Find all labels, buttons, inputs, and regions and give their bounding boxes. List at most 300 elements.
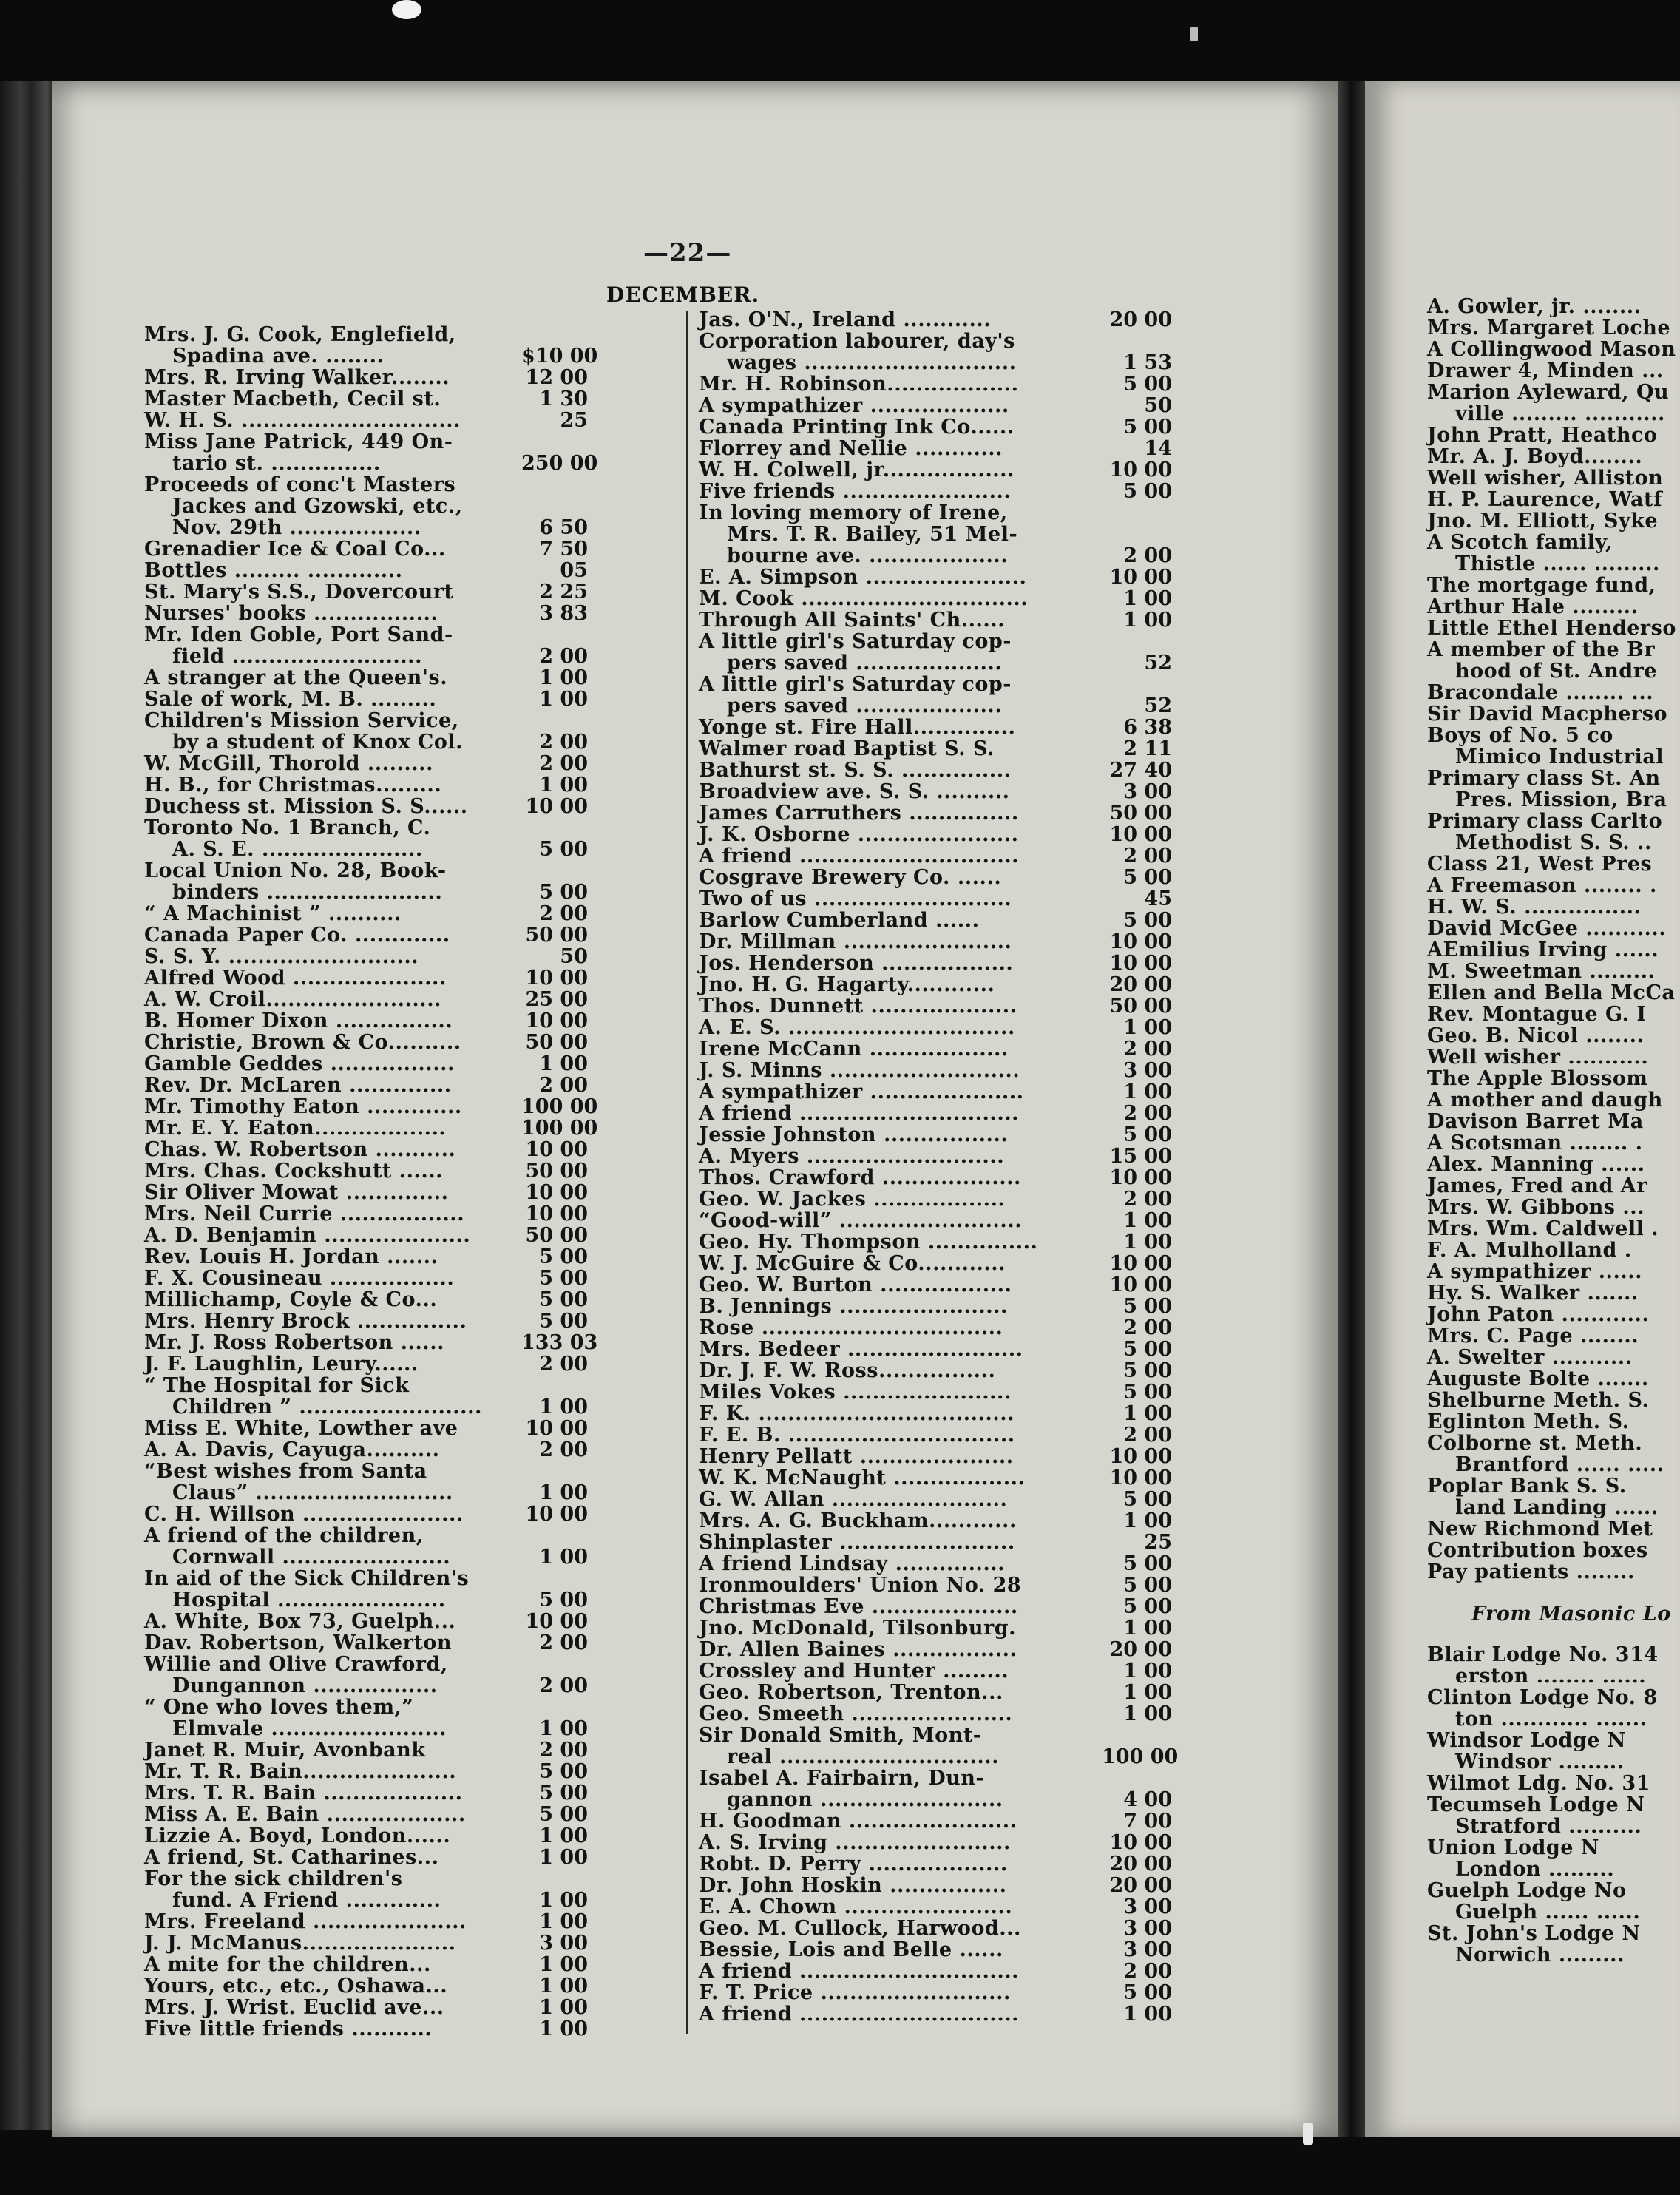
donation-entry (699, 373, 1172, 395)
donor-name: Barlow Cumberland ...... (699, 909, 980, 932)
donation-entry (1427, 875, 1680, 896)
donation-entry (1427, 1068, 1680, 1089)
donor-name: W. H. S. .............................. (144, 409, 461, 432)
donor-name: M. Cook ............................... (699, 587, 1029, 610)
donation-entry (1427, 489, 1680, 510)
donation-entry (144, 1697, 588, 1718)
donation-entry (1427, 1025, 1680, 1046)
donor-name: A. S. E. ...................... (172, 838, 423, 861)
donor-name: W. McGill, Thorold ......... (144, 752, 433, 775)
donor-name: Mrs. Margaret Loche (1427, 317, 1671, 339)
donation-amount: 2 00 (539, 1674, 588, 1697)
donor-name: Proceeds of conc't Masters (144, 473, 456, 496)
donor-name: Gamble Geddes ................. (144, 1052, 455, 1075)
donation-entry (1427, 532, 1680, 553)
donor-name: Geo. W. Burton .................. (699, 1274, 1012, 1296)
donation-entry (144, 1117, 598, 1140)
donor-name: Broadview ave. S. S. .......... (699, 780, 1010, 803)
donation-entry (699, 1403, 1172, 1424)
donor-name: Rev. Montague G. I (1427, 1003, 1647, 1026)
donation-amount: 1 00 (539, 1996, 588, 2019)
donation-amount: 25 (560, 409, 588, 432)
donation-amount: 1 00 (539, 1396, 588, 1418)
donor-name: A friend, St. Catharines... (144, 1846, 439, 1869)
donation-entry (144, 1310, 588, 1332)
donor-name: Chas. W. Robertson ........... (144, 1138, 456, 1161)
donor-name: Mr. A. J. Boyd........ (1427, 445, 1643, 468)
donation-amount: 20 00 (1109, 308, 1172, 331)
donation-entry (1427, 1325, 1680, 1347)
donor-name: Mrs. J. G. Cook, Englefield, (144, 323, 456, 346)
donation-amount: 10 00 (525, 1417, 588, 1440)
donor-name: For the sick children's (144, 1867, 403, 1890)
donation-amount: 5 00 (1123, 1574, 1172, 1597)
donation-entry (1427, 1261, 1680, 1282)
donor-name: James Carruthers ............... (699, 802, 1019, 825)
donor-name: Miss E. White, Lowther ave (144, 1417, 458, 1440)
donor-name: Mr. E. Y. Eaton.................. (144, 1117, 447, 1140)
donation-amount: 5 00 (1123, 866, 1172, 889)
donor-name: Mrs. Wm. Caldwell . (1427, 1217, 1659, 1240)
donation-amount: 5 00 (1123, 1381, 1172, 1404)
donation-entry (699, 524, 1172, 545)
donor-name: A. W. Croil........................ (144, 988, 441, 1011)
donation-entry (699, 1660, 1172, 1682)
donation-entry (699, 867, 1172, 888)
donor-name: Geo. Smeeth ...................... (699, 1702, 1013, 1725)
donation-entry (699, 1360, 1172, 1381)
donor-name: Bessie, Lois and Belle ...... (699, 1938, 1003, 1961)
donation-amount: 1 00 (539, 688, 588, 711)
donations-column-1 (144, 323, 598, 2040)
donation-entry (144, 710, 588, 731)
donation-amount: 1 00 (1123, 1016, 1172, 1039)
donation-amount: 2 00 (1123, 1188, 1172, 1211)
donation-entry (144, 731, 588, 753)
donation-amount: 5 00 (1123, 1123, 1172, 1146)
donation-amount: 10 00 (525, 1138, 588, 1161)
donor-name: bourne ave. ................... (727, 544, 1009, 567)
donation-amount: 1 53 (1123, 351, 1172, 374)
donation-amount: 100 00 (1102, 1745, 1179, 1768)
donation-entry (1427, 832, 1680, 853)
donor-name: Sir David Macpherso (1427, 703, 1667, 726)
donation-entry (144, 1075, 588, 1096)
donor-name: Norwich ......... (1455, 1944, 1625, 1966)
section-heading (1427, 1603, 1680, 1625)
donor-name: Sir Donald Smith, Mont- (699, 1724, 982, 1747)
donor-name: Mrs. T. R. Bain ................... (144, 1782, 463, 1805)
donation-amount: 1 00 (1123, 1681, 1172, 1704)
donor-name: A sympathizer ................... (699, 394, 1009, 417)
donation-amount: 5 00 (539, 838, 588, 861)
donor-name: F. K. ................................... (699, 1402, 1015, 1425)
donor-name: Bathurst st. S. S. ............... (699, 759, 1012, 782)
donation-amount: 50 00 (525, 924, 588, 947)
donor-name: Master Macbeth, Cecil st. (144, 388, 441, 410)
donation-amount: 5 00 (539, 1245, 588, 1268)
donation-entry (144, 410, 588, 431)
donor-name: Miss Jane Patrick, 449 On- (144, 430, 453, 453)
donation-amount: 50 (1144, 394, 1172, 417)
donation-amount: 50 00 (1109, 995, 1172, 1018)
donor-name: Rose ................................. (699, 1316, 1003, 1339)
donor-name: F. T. Price .......................... (699, 1981, 1011, 2004)
donation-amount: 7 00 (1123, 1810, 1172, 1833)
donation-entry (144, 646, 588, 667)
donation-entry (144, 1932, 588, 1954)
donation-entry (144, 560, 588, 581)
donor-name: B. Jennings ....................... (699, 1295, 1008, 1318)
donor-name: Mrs. Chas. Cockshutt ...... (144, 1160, 444, 1183)
donor-name: W. K. McNaught .................. (699, 1467, 1026, 1489)
donor-name: Ironmoulders' Union No. 28 (699, 1574, 1022, 1597)
donation-entry (1427, 1901, 1680, 1923)
donation-amount: 2 00 (539, 1353, 588, 1376)
donation-amount: 5 00 (1123, 1338, 1172, 1361)
donor-name: H. P. Laurence, Watf (1427, 488, 1663, 511)
donation-entry (699, 1081, 1172, 1103)
donation-amount: 5 00 (539, 1310, 588, 1333)
donation-entry (144, 817, 588, 839)
column-divider (686, 311, 688, 2034)
donation-entry (1427, 1880, 1680, 1901)
donation-entry (1427, 1751, 1680, 1773)
donation-entry (699, 481, 1172, 502)
page-number: —22— (643, 238, 732, 268)
donation-entry (699, 1553, 1172, 1575)
donor-name: Claus” ........................... (172, 1481, 453, 1504)
donor-name: ton ............ ....... (1455, 1708, 1647, 1731)
donation-entry (699, 309, 1172, 331)
donation-entry (144, 431, 588, 453)
donation-entry (699, 1253, 1172, 1274)
donor-name: Dr. John Hoskin ................ (699, 1874, 1007, 1897)
donation-entry (144, 903, 588, 924)
donor-name: S. S. Y. .......................... (144, 945, 419, 968)
donor-name: Mrs. A. G. Buckham............ (699, 1509, 1017, 1532)
donation-amount: 1 00 (1123, 1209, 1172, 1232)
donation-amount: 5 00 (1123, 1295, 1172, 1318)
donor-name: land Landing ...... (1455, 1496, 1659, 1519)
donation-entry (699, 1146, 1172, 1167)
donor-name: Cornwall ....................... (172, 1546, 451, 1569)
donation-entry (144, 1632, 588, 1654)
donation-amount: 1 00 (1123, 1402, 1172, 1425)
donor-name: Pay patients ........ (1427, 1560, 1635, 1583)
donation-amount: 14 (1144, 437, 1172, 460)
donor-name: Windsor ......... (1455, 1751, 1625, 1773)
donor-name: field .......................... (172, 645, 422, 668)
donor-name: Canada Printing Ink Co...... (699, 416, 1015, 439)
donation-entry (144, 1095, 598, 1118)
donation-amount: 2 00 (1123, 1316, 1172, 1339)
donation-entry (1427, 1923, 1680, 1944)
donation-entry (1427, 853, 1680, 875)
donor-name: A mother and daugh (1427, 1089, 1663, 1112)
donation-amount: 25 (1144, 1531, 1172, 1554)
donation-entry (699, 459, 1172, 481)
donation-amount: 20 00 (1109, 1638, 1172, 1661)
donation-entry (1427, 1687, 1680, 1708)
donation-entry (144, 1353, 588, 1375)
donation-amount: 20 00 (1109, 973, 1172, 996)
donor-name: A Freemason ........ . (1427, 874, 1657, 897)
donation-entry (1427, 703, 1680, 725)
donation-amount: 3 00 (539, 1932, 588, 1955)
donor-name: Mr. J. Ross Robertson ...... (144, 1331, 445, 1354)
donor-name: From Masonic Lo (1471, 1603, 1671, 1626)
donation-entry (1427, 1154, 1680, 1175)
donation-amount: 10 00 (525, 1610, 588, 1633)
donor-name: Local Union No. 28, Book- (144, 859, 447, 882)
donation-amount: 1 00 (1123, 587, 1172, 610)
donor-name: Children's Mission Service, (144, 709, 459, 732)
donor-name: Crossley and Hunter ......... (699, 1660, 1009, 1682)
donation-entry (144, 1868, 588, 1890)
donation-entry (699, 416, 1172, 438)
donation-entry (144, 1225, 588, 1246)
donation-entry (144, 924, 588, 946)
donor-name: Rev. Dr. McLaren .............. (144, 1074, 452, 1097)
donation-entry (1427, 896, 1680, 918)
donation-entry (1427, 1368, 1680, 1390)
donation-amount: 1 00 (539, 1975, 588, 1998)
donation-amount: 4 00 (1123, 1788, 1172, 1811)
donation-amount: 1 30 (539, 388, 588, 410)
donor-name: Nov. 29th .................. (172, 516, 421, 539)
donation-amount: 5 00 (539, 1760, 588, 1783)
donation-entry (144, 1418, 588, 1439)
donation-entry (699, 674, 1172, 695)
donation-entry (144, 1804, 588, 1825)
donation-entry (699, 1339, 1172, 1360)
donation-amount: 1 00 (1123, 1660, 1172, 1682)
donation-entry (699, 760, 1172, 781)
donor-name: Miss A. E. Bain ................... (144, 1803, 466, 1826)
donation-entry (699, 1103, 1172, 1124)
donor-name: ville ......... ........... (1455, 402, 1665, 425)
donation-entry (1427, 1665, 1680, 1687)
donation-amount: 10 00 (1109, 930, 1172, 953)
donor-name: Canada Paper Co. ............. (144, 924, 450, 947)
donation-amount: 1 00 (539, 2018, 588, 2040)
donor-name: pers saved .................... (727, 652, 1003, 674)
donation-entry (699, 1467, 1172, 1489)
donor-name: Yonge st. Fire Hall.............. (699, 716, 1016, 739)
donor-name: Wilmot Ldg. No. 31 (1427, 1772, 1650, 1795)
donation-amount: 10 00 (1109, 1445, 1172, 1468)
donation-entry (699, 1875, 1172, 1896)
donation-entry (699, 1060, 1172, 1081)
donor-name: C. H. Willson ...................... (144, 1503, 464, 1526)
donation-amount: 1 00 (1123, 1231, 1172, 1254)
donation-amount: 10 00 (525, 967, 588, 990)
donor-name: The Apple Blossom (1427, 1067, 1648, 1090)
donation-entry (144, 603, 588, 624)
donation-entry (1427, 1561, 1680, 1583)
donor-name: A. Gowler, jr. ........ (1427, 295, 1642, 318)
donor-name: “ The Hospital for Sick (144, 1374, 410, 1397)
donation-entry (699, 974, 1172, 995)
donation-entry (144, 1461, 588, 1482)
donation-amount: 1 00 (539, 1546, 588, 1569)
donation-entry (699, 695, 1172, 717)
donor-name: A. D. Benjamin .................... (144, 1224, 471, 1247)
donation-amount: 3 00 (1123, 780, 1172, 803)
donation-entry (699, 1489, 1172, 1510)
donor-name: Christie, Brown & Co.......... (144, 1031, 461, 1054)
donor-name: In aid of the Sick Children's (144, 1567, 470, 1590)
donation-entry (144, 1203, 588, 1225)
donation-entry (1427, 1175, 1680, 1197)
donation-entry (1427, 596, 1680, 618)
donor-name: Dr. J. F. W. Ross................ (699, 1359, 996, 1382)
donation-entry (699, 1639, 1172, 1660)
donation-entry (144, 1053, 588, 1075)
donation-amount: 3 00 (1123, 1917, 1172, 1940)
donation-entry (1427, 1433, 1680, 1454)
donation-amount: 20 00 (1109, 1874, 1172, 1897)
donor-name: Primary class Carlto (1427, 810, 1663, 833)
donation-entry (144, 989, 588, 1010)
donor-name: A. E. S. ............................... (699, 1016, 1015, 1039)
donor-name: New Richmond Met (1427, 1518, 1653, 1540)
donation-entry (144, 1718, 588, 1739)
donor-name: The mortgage fund, (1427, 574, 1656, 597)
donation-entry (144, 1268, 588, 1289)
donation-amount: 1 00 (539, 1824, 588, 1847)
donation-entry (144, 689, 588, 710)
donation-amount: 5 00 (539, 881, 588, 904)
donor-name: Eglinton Meth. S. (1427, 1410, 1630, 1433)
donor-name: Robt. D. Perry ................... (699, 1853, 1008, 1876)
donation-amount: 1 00 (539, 1889, 588, 1912)
donor-name: Union Lodge N (1427, 1836, 1599, 1859)
donation-entry (144, 538, 588, 560)
donation-entry (1427, 918, 1680, 939)
donation-amount: 1 00 (1123, 1617, 1172, 1640)
donation-entry (699, 1317, 1172, 1339)
donation-entry (699, 953, 1172, 974)
donation-amount: 5 00 (539, 1267, 588, 1290)
donor-name: Toronto No. 1 Branch, C. (144, 816, 431, 839)
donation-entry (699, 1532, 1172, 1553)
donation-amount: 50 00 (525, 1224, 588, 1247)
donation-entry (699, 1510, 1172, 1532)
donation-entry (144, 1289, 588, 1310)
donation-entry (699, 631, 1172, 652)
donor-name: erston ........ ...... (1455, 1665, 1647, 1688)
donation-entry (699, 1832, 1172, 1853)
donation-entry (144, 1954, 588, 1975)
donation-amount: 2 00 (539, 752, 588, 775)
donation-amount: 10 00 (525, 1009, 588, 1032)
donor-name: Mrs. Freeland ..................... (144, 1910, 467, 1933)
donor-name: Mr. Iden Goble, Port Sand- (144, 623, 453, 646)
donation-entry (699, 1918, 1172, 1939)
donation-amount: 12 00 (525, 366, 588, 389)
donor-name: Five friends ....................... (699, 480, 1012, 503)
donation-entry (699, 1961, 1172, 1982)
donation-entry (144, 882, 588, 903)
donation-entry (1427, 339, 1680, 360)
donation-amount: 6 38 (1123, 716, 1172, 739)
donor-name: Rev. Louis H. Jordan ....... (144, 1245, 438, 1268)
donor-name: A. S. Irving ........................ (699, 1831, 1011, 1854)
donation-entry (1427, 660, 1680, 682)
donor-name: Brantford ...... ..... (1455, 1453, 1664, 1476)
donation-entry (144, 496, 588, 517)
donation-amount: 27 40 (1109, 759, 1172, 782)
donation-entry (699, 1789, 1172, 1810)
donation-entry (1427, 618, 1680, 639)
donation-entry (699, 1617, 1172, 1639)
donation-amount: 50 00 (525, 1031, 588, 1054)
donor-name: Little Ethel Henderso (1427, 617, 1676, 640)
donation-entry (699, 1296, 1172, 1317)
donor-name: Alex. Manning ...... (1427, 1153, 1645, 1176)
donation-amount: 10 00 (1109, 1252, 1172, 1275)
donation-entry (144, 839, 588, 860)
donor-name: Florrey and Nellie ............ (699, 437, 1003, 460)
donation-entry (699, 1810, 1172, 1832)
donor-name: Guelph Lodge No (1427, 1879, 1627, 1902)
donor-name: Dr. Millman ....................... (699, 930, 1012, 953)
donation-amount: 1 00 (539, 1481, 588, 1504)
donation-entry (144, 1890, 588, 1911)
donation-entry (1427, 1708, 1680, 1730)
donor-name: Five little friends ........... (144, 2018, 433, 2040)
donor-name: binders ........................ (172, 881, 443, 904)
donor-name: Mrs. W. Gibbons ... (1427, 1196, 1645, 1219)
donor-name: H. W. S. ................ (1427, 896, 1642, 919)
donor-name: Mrs. J. Wrist. Euclid ave... (144, 1996, 444, 2019)
donor-name: Geo. W. Jackes .................. (699, 1188, 1006, 1211)
donation-amount: 3 00 (1123, 1895, 1172, 1918)
donation-amount: 5 00 (1123, 480, 1172, 503)
donation-amount: 2 00 (539, 902, 588, 925)
donation-entry (1427, 403, 1680, 425)
donation-entry (1427, 382, 1680, 403)
donation-entry (1427, 1089, 1680, 1111)
donation-entry (1427, 1111, 1680, 1132)
donation-entry (699, 1167, 1172, 1188)
donor-name: Marion Ayleward, Qu (1427, 381, 1670, 404)
donation-entry (144, 324, 588, 345)
donation-amount: 7 50 (539, 538, 588, 561)
donor-name: Dungannon ................. (172, 1674, 438, 1697)
donation-entry (699, 781, 1172, 802)
donor-name: Duchess st. Mission S. S...... (144, 795, 468, 818)
donations-column-3 (1427, 296, 1680, 1966)
donor-name: Mrs. R. Irving Walker........ (144, 366, 450, 389)
film-speck (1303, 2123, 1313, 2145)
donation-entry (144, 860, 588, 882)
donation-amount: 1 00 (539, 1717, 588, 1740)
donor-name: A Scotsman ........ . (1427, 1132, 1643, 1154)
donor-name: Through All Saints' Ch...... (699, 609, 1006, 632)
donation-entry (144, 452, 598, 475)
donation-entry (144, 667, 588, 689)
donor-name: A. A. Davis, Cayuga.......... (144, 1438, 440, 1461)
donation-amount: 2 00 (1123, 1960, 1172, 1983)
donor-name: Primary class St. An (1427, 767, 1661, 790)
donor-name: A friend .............................. (699, 845, 1020, 867)
donation-entry (699, 2003, 1172, 2025)
donation-entry (144, 1504, 588, 1525)
donor-name: Jas. O'N., Ireland ............ (699, 308, 992, 331)
